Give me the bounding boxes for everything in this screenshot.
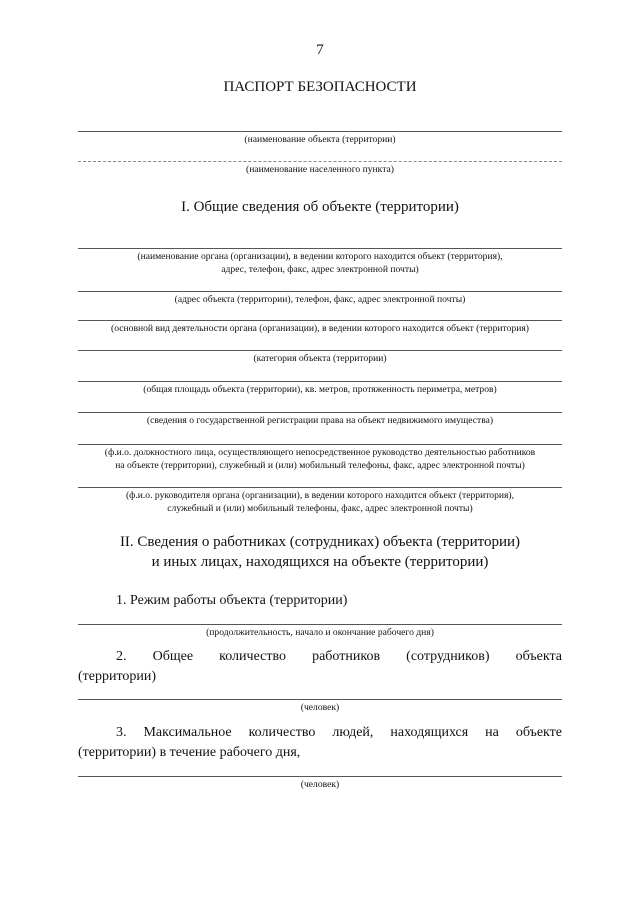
activity-line: [78, 320, 562, 321]
head-line: [78, 487, 562, 488]
address-caption: (адрес объекта (территории), телефон, факс, адрес электронной почты): [174, 294, 466, 305]
organ-caption: (наименование органа (организации), в ведении которого находится объект (территория), адрес, телефон, факс, адрес электронной почты): [137, 251, 503, 275]
organ-line: [78, 248, 562, 249]
work-hours-caption: (продолжительность, начало и окончание рабочего дня): [206, 627, 434, 638]
object-name-caption: (наименование объекта (территории): [244, 134, 396, 145]
page-title: ПАСПОРТ БЕЗОПАСНОСТИ: [223, 79, 417, 95]
official-caption: (ф.и.о. должностного лица, осуществляющего непосредственное руководство деятельностью работников на объекте (территории), служебный и (или) мобильный телефоны, факс, адрес электронной почты): [104, 447, 536, 471]
persons-2-caption: (человек): [300, 779, 340, 790]
registration-line: [78, 412, 562, 413]
activity-caption: (основной вид деятельности органа (организации), в ведении которого находится объект (территория): [111, 323, 529, 334]
registration-caption: (сведения о государственной регистрации права на объект недвижимого имущества): [146, 415, 494, 426]
item-2-line-2: (территории): [78, 669, 157, 684]
category-line: [78, 350, 562, 351]
persons-1-line: [78, 699, 562, 700]
category-caption: (категория объекта (территории): [253, 353, 387, 364]
address-line: [78, 291, 562, 292]
persons-2-line: [78, 776, 562, 777]
section-2-heading: II. Сведения о работниках (сотрудниках) объекта (территории) и иных лицах, находящихся на объекте (территории): [119, 534, 521, 570]
section-1-heading: I. Общие сведения об объекте (территории): [181, 199, 459, 215]
page-number: 7: [316, 42, 324, 58]
item-3-line-2: (территории) в течение рабочего дня,: [78, 745, 301, 760]
area-line: [78, 381, 562, 382]
item-3-line-1: 3. Максимальное количество людей, находящихся на объекте: [116, 725, 562, 740]
settlement-caption: (наименование населенного пункта): [246, 164, 394, 175]
work-hours-line: [78, 624, 562, 625]
item-2-line-1: 2. Общее количество работников (сотрудников) объекта: [116, 649, 562, 664]
persons-1-caption: (человек): [300, 702, 340, 713]
item-1-work-hours: 1. Режим работы объекта (территории): [116, 593, 348, 608]
official-line: [78, 444, 562, 445]
head-caption: (ф.и.о. руководителя органа (организации), в ведении которого находится объект (территория), служебный и (или) мобильный телефоны, факс, адрес электронной почты): [125, 490, 515, 514]
area-caption: (общая площадь объекта (территории), кв. метров, протяженность периметра, метров): [143, 384, 497, 395]
settlement-line: [78, 161, 562, 162]
object-name-line: [78, 131, 562, 132]
